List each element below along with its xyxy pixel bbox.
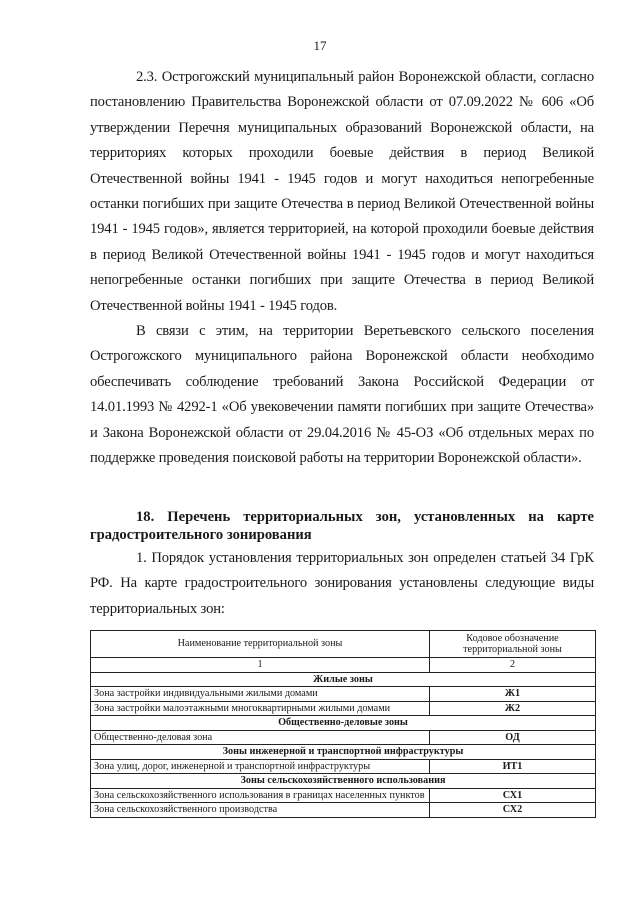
paragraph-text: В связи с этим, на территории Веретьевского сельского поселения Острогожского муниципального района Воронежской области необходимо обеспечивать соблюдение требований Закона Российской Федерации от 14.01.1993 № 4292-1 «Об увековечении памяти погибших при защите Отечества» и Закона Воронежской области от 29.04.2016 № 45-ОЗ «Об отдельных мерах по поддержке проведения поисковой работы на территории Воронежской области». [90, 323, 594, 467]
column-number: 2 [430, 658, 596, 673]
header-zone-name: Наименование территориальной зоны [91, 631, 430, 658]
section-heading: 18. Перечень территориальных зон, установленных на карте градостроительного зонирования [90, 509, 594, 543]
paragraph-text: 1. Порядок установления территориальных зон определен статьей 34 ГрК РФ. На карте градостроительного зонирования установлены следующие виды территориальных зон: [90, 550, 594, 617]
group-title: Зоны инженерной и транспортной инфраструктуры [91, 745, 596, 760]
column-number-row [91, 658, 596, 673]
group-row [91, 774, 596, 789]
table-header-row [91, 631, 596, 658]
column-number: 1 [91, 658, 430, 673]
header-zone-code: Кодовое обозначение территориальной зоны [430, 631, 596, 658]
zone-name-cell: Зона сельскохозяйственного производства [91, 803, 430, 818]
zone-code-cell: Ж1 [430, 687, 596, 702]
group-row [91, 716, 596, 731]
zone-name-cell: Зона сельскохозяйственного использования в границах населенных пунктов [91, 788, 430, 803]
table-row [91, 687, 596, 702]
group-title: Общественно-деловые зоны [91, 716, 596, 731]
zones-table [90, 630, 596, 818]
paragraph-zones-intro [90, 546, 594, 622]
group-title: Жилые зоны [91, 672, 596, 687]
table-row [91, 788, 596, 803]
zone-code-cell: ИТ1 [430, 759, 596, 774]
table-row [91, 701, 596, 716]
table-row [91, 803, 596, 818]
zone-code-cell: СХ2 [430, 803, 596, 818]
zone-code-cell: ОД [430, 730, 596, 745]
group-row [91, 672, 596, 687]
table-row [91, 759, 596, 774]
zone-code-cell: СХ1 [430, 788, 596, 803]
zone-name-cell: Зона застройки малоэтажными многоквартирными жилыми домами [91, 701, 430, 716]
zone-name-cell: Зона застройки индивидуальными жилыми домами [91, 687, 430, 702]
zone-code-cell: Ж2 [430, 701, 596, 716]
group-title: Зоны сельскохозяйственного использования [91, 774, 596, 789]
paragraph-text: 2.3. Острогожский муниципальный район Воронежской области, согласно постановлению Правительства Воронежской области от 07.09.2022 № 606 «Об утверждении Перечня муниципальных образований Воронежской области, на территориях которых проходили боевые действия в период Великой Отечественной войны 1941 - 1945 годов и могут находиться непогребенные останки погибших при защите Отечества в период Великой Отечественной войны 1941 - 1945 годов», является территорией, на которой проходили боевые действия в период Великой Отечественной войны 1941 - 1945 годов и могут находиться непогребенные останки погибших при защите Отечества в период Великой Отечественной войны 1941 - 1945 годов. [90, 69, 594, 314]
zone-name-cell: Общественно-деловая зона [91, 730, 430, 745]
group-row [91, 745, 596, 760]
page-number: 17 [313, 38, 327, 53]
zone-name-cell: Зона улиц, дорог, инженерной и транспортной инфраструктуры [91, 759, 430, 774]
paragraph-memorial-law [90, 319, 594, 471]
table-row [91, 730, 596, 745]
paragraph-2-3 [90, 65, 594, 319]
